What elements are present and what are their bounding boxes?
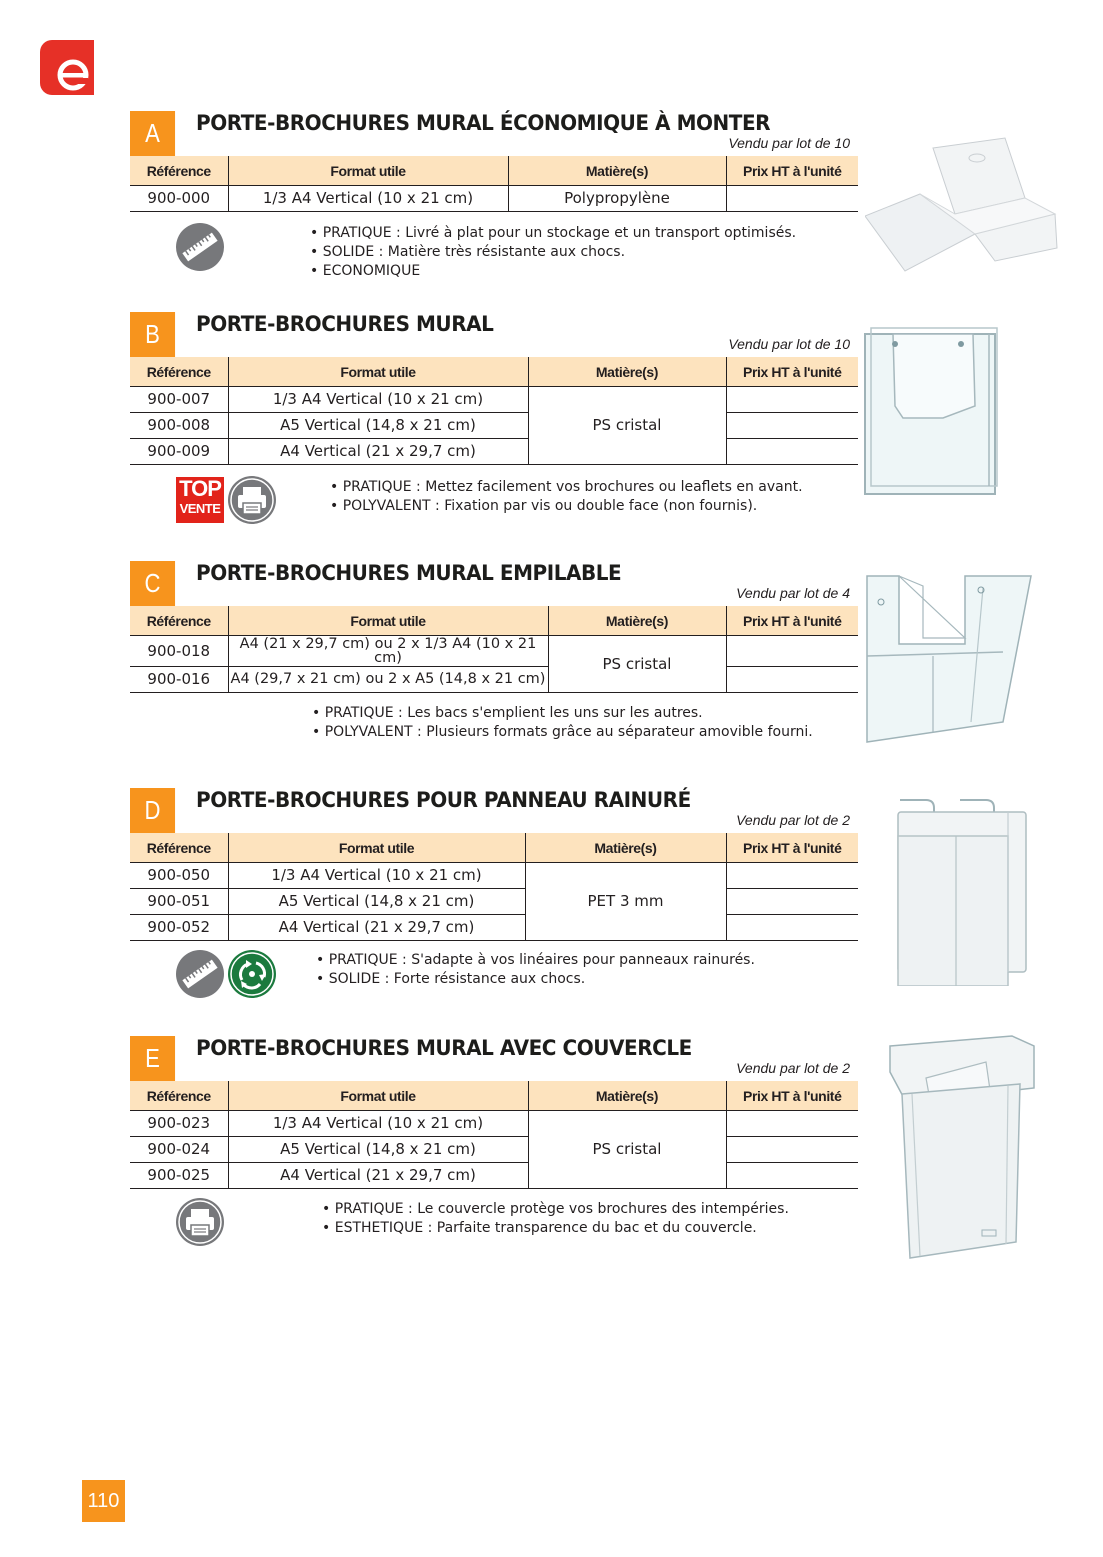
material-cell: PS cristal (548, 636, 726, 693)
column-header-format: Format utile (228, 156, 508, 186)
lot-note: Vendu par lot de 2 (736, 1060, 850, 1076)
column-header-material: Matière(s) (548, 606, 726, 636)
reference-cell: 900-016 (130, 667, 228, 693)
column-header-material: Matière(s) (528, 357, 726, 387)
reference-cell: 900-024 (130, 1137, 228, 1163)
feature-list (316, 951, 755, 989)
feature-item: • PRATIQUE : Mettez facilement vos brochures ou leaflets en avant. (330, 478, 803, 497)
table-row (130, 413, 858, 439)
column-header-reference: Référence (130, 1081, 228, 1111)
spec-table (130, 156, 858, 212)
reference-cell: 900-050 (130, 863, 228, 889)
column-header-format: Format utile (228, 833, 525, 863)
format-cell: A5 Vertical (14,8 x 21 cm) (228, 1137, 528, 1163)
column-header-reference: Référence (130, 357, 228, 387)
reference-cell: 900-000 (130, 186, 228, 212)
feature-item: • PRATIQUE : Les bacs s'emplient les uns sur les autres. (312, 704, 813, 723)
printer-icon (228, 476, 276, 524)
format-cell: A4 (21 x 29,7 cm) ou 2 x 1/3 A4 (10 x 21 cm) (228, 636, 548, 667)
section-c (130, 561, 1050, 761)
table-row (130, 387, 858, 413)
price-cell (726, 636, 858, 667)
section-e (130, 1036, 1050, 1271)
column-header-price: Prix HT à l'unité (726, 606, 858, 636)
section-title: PORTE-BROCHURES MURAL (196, 312, 494, 337)
feature-item: • POLYVALENT : Fixation par vis ou double face (non fournis). (330, 497, 803, 516)
material-cell: PS cristal (528, 1111, 726, 1189)
column-header-reference: Référence (130, 606, 228, 636)
price-cell (726, 1111, 858, 1137)
table-row (130, 186, 858, 212)
price-cell (726, 387, 858, 413)
brand-logo (40, 40, 94, 95)
section-letter: D (130, 788, 175, 833)
lot-note: Vendu par lot de 2 (736, 812, 850, 828)
reference-cell: 900-018 (130, 636, 228, 667)
table-row (130, 636, 858, 667)
column-header-format: Format utile (228, 606, 548, 636)
reference-cell: 900-051 (130, 889, 228, 915)
product-image (882, 1032, 1042, 1264)
reference-cell: 900-007 (130, 387, 228, 413)
table-row (130, 1163, 858, 1189)
section-d (130, 788, 1050, 998)
spec-table (130, 357, 858, 465)
section-letter: A (130, 111, 175, 156)
feature-item: • PRATIQUE : Le couvercle protège vos brochures des intempéries. (322, 1200, 789, 1219)
format-cell: 1/3 A4 Vertical (10 x 21 cm) (228, 387, 528, 413)
price-cell (726, 667, 858, 693)
section-title: PORTE-BROCHURES MURAL EMPILABLE (196, 561, 622, 586)
price-cell (726, 1137, 858, 1163)
section-letter: C (130, 561, 175, 606)
lot-note: Vendu par lot de 10 (728, 135, 850, 151)
section-a (130, 111, 1050, 326)
reference-cell: 900-052 (130, 915, 228, 941)
spec-table (130, 606, 858, 693)
section-title: PORTE-BROCHURES MURAL AVEC COUVERCLE (196, 1036, 692, 1061)
column-header-material: Matière(s) (525, 833, 726, 863)
table-row (130, 915, 858, 941)
feature-list (312, 704, 813, 742)
product-image (863, 572, 1035, 747)
feature-item: • ESTHETIQUE : Parfaite transparence du bac et du couvercle. (322, 1219, 789, 1238)
format-cell: A5 Vertical (14,8 x 21 cm) (228, 889, 525, 915)
top-vente-badge (176, 477, 224, 523)
format-cell: A4 Vertical (21 x 29,7 cm) (228, 915, 525, 941)
price-cell (726, 186, 858, 212)
badge-line-1: TOP (179, 476, 221, 501)
price-cell (726, 915, 858, 941)
page-number: 110 (82, 1480, 125, 1522)
reference-cell: 900-023 (130, 1111, 228, 1137)
table-row (130, 667, 858, 693)
column-header-reference: Référence (130, 833, 228, 863)
column-header-price: Prix HT à l'unité (726, 357, 858, 387)
feature-item: • POLYVALENT : Plusieurs formats grâce au séparateur amovible fourni. (312, 723, 813, 742)
section-letter: B (130, 312, 175, 357)
product-image (868, 796, 1038, 986)
badge-line-2: VENTE (179, 501, 221, 516)
price-cell (726, 439, 858, 465)
table-row (130, 889, 858, 915)
format-cell: A5 Vertical (14,8 x 21 cm) (228, 413, 528, 439)
column-header-material: Matière(s) (508, 156, 726, 186)
ruler-icon (176, 223, 224, 271)
section-letter: E (130, 1036, 175, 1081)
reference-cell: 900-008 (130, 413, 228, 439)
format-cell: 1/3 A4 Vertical (10 x 21 cm) (228, 863, 525, 889)
section-title: PORTE-BROCHURES MURAL ÉCONOMIQUE À MONTER (196, 111, 771, 136)
spec-table (130, 1081, 858, 1189)
format-cell: 1/3 A4 Vertical (10 x 21 cm) (228, 1111, 528, 1137)
price-cell (726, 889, 858, 915)
section-b (130, 312, 1050, 542)
table-row (130, 439, 858, 465)
material-cell: Polypropylène (508, 186, 726, 212)
feature-list (322, 1200, 789, 1238)
lot-note: Vendu par lot de 4 (736, 585, 850, 601)
feature-item: • SOLIDE : Matière très résistante aux chocs. (310, 243, 796, 262)
feature-item: • PRATIQUE : S'adapte à vos linéaires pour panneaux rainurés. (316, 951, 755, 970)
ruler-icon (176, 950, 224, 998)
section-title: PORTE-BROCHURES POUR PANNEAU RAINURÉ (196, 788, 691, 813)
material-cell: PS cristal (528, 387, 726, 465)
column-header-price: Prix HT à l'unité (726, 156, 858, 186)
format-cell: A4 Vertical (21 x 29,7 cm) (228, 439, 528, 465)
format-cell: 1/3 A4 Vertical (10 x 21 cm) (228, 186, 508, 212)
feature-list (330, 478, 803, 516)
table-row (130, 1111, 858, 1137)
product-image (865, 136, 1060, 276)
feature-item: • PRATIQUE : Livré à plat pour un stockage et un transport optimisés. (310, 224, 796, 243)
format-cell: A4 Vertical (21 x 29,7 cm) (228, 1163, 528, 1189)
printer-icon (176, 1198, 224, 1246)
price-cell (726, 413, 858, 439)
column-header-format: Format utile (228, 357, 528, 387)
material-cell: PET 3 mm (525, 863, 726, 941)
column-header-price: Prix HT à l'unité (726, 833, 858, 863)
lot-note: Vendu par lot de 10 (728, 336, 850, 352)
column-header-material: Matière(s) (528, 1081, 726, 1111)
reference-cell: 900-009 (130, 439, 228, 465)
format-cell: A4 (29,7 x 21 cm) ou 2 x A5 (14,8 x 21 cm) (228, 667, 548, 693)
feature-list (310, 224, 796, 281)
feature-item: • ECONOMIQUE (310, 262, 796, 281)
column-header-price: Prix HT à l'unité (726, 1081, 858, 1111)
recycling-icon (228, 950, 276, 998)
price-cell (726, 1163, 858, 1189)
spec-table (130, 833, 858, 941)
column-header-format: Format utile (228, 1081, 528, 1111)
product-image (863, 326, 1000, 498)
table-row (130, 863, 858, 889)
table-row (130, 1137, 858, 1163)
column-header-reference: Référence (130, 156, 228, 186)
feature-item: • SOLIDE : Forte résistance aux chocs. (316, 970, 755, 989)
reference-cell: 900-025 (130, 1163, 228, 1189)
price-cell (726, 863, 858, 889)
